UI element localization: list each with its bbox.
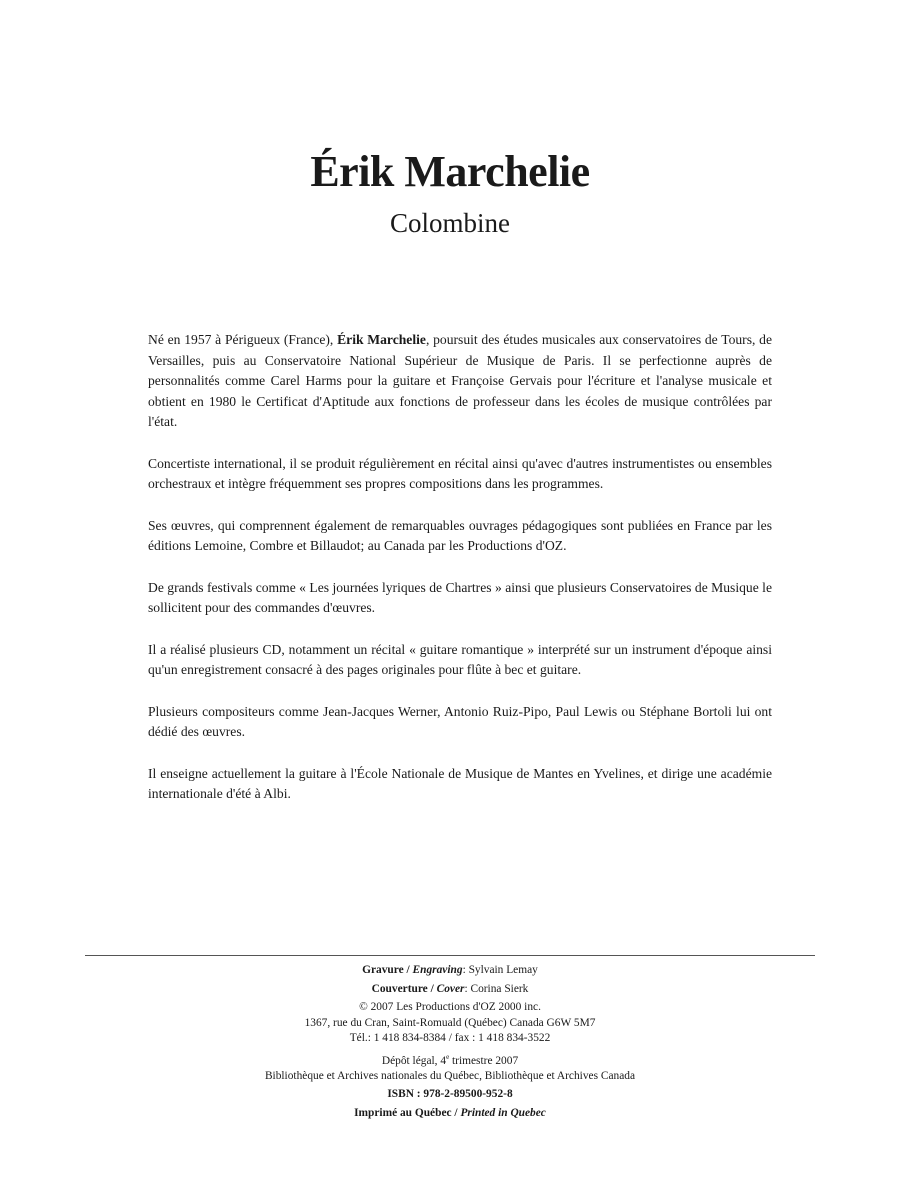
publisher-phone: Tél.: 1 418 834-8384 / fax : 1 418 834-3522 — [349, 1032, 551, 1044]
copyright: © 2007 Les Productions d'OZ 2000 inc. — [359, 1001, 541, 1013]
page-title: Érik Marchelie — [310, 147, 590, 196]
printed-in: Imprimé au Québec / Printed in Quebec — [354, 1106, 546, 1119]
isbn: ISBN : 978-2-89500-952-8 — [387, 1088, 513, 1101]
divider — [85, 955, 815, 956]
bio-paragraph-7: Il enseigne actuellement la guitare à l'École Nationale de Musique de Mantes en Yvelines, et dirige une académie internationale d'été à Albi. — [148, 765, 772, 801]
bio-intro-rest: , poursuit des études musicales aux conservatoires de Tours, de Versailles, puis au Conservatoire National Supérieur de Musique de Paris. Il se perfectionne auprès de personnalités comme Carel Harms pour la guitare et Françoise Gervais pour l'écriture et l'analyse musicale et obtient en 1980 le Certificat d'Aptitude aux fonctions de professeur dans les écoles de musique contrôlées par l'état. — [148, 332, 772, 429]
biography — [148, 330, 772, 826]
bio-paragraph-1 — [148, 330, 772, 433]
bio-paragraph-4: De grands festivals comme « Les journées lyriques de Chartres » ainsi que plusieurs Conservatoires de Musique le sollicitent pour des commandes d'œuvres. — [148, 579, 772, 615]
publisher-address: 1367, rue du Cran, Saint-Romuald (Québec) Canada G6W 5M7 — [304, 1016, 596, 1029]
libraries: Bibliothèque et Archives nationales du Québec, Bibliothèque et Archives Canada — [264, 1069, 636, 1082]
engraving-credit: Gravure / Engraving: Sylvain Lemay — [362, 964, 538, 976]
bio-paragraph-2: Concertiste international, il se produit régulièrement en récital ainsi qu'avec d'autres instrumentistes ou ensembles orchestraux et intègre fréquemment ses propres compositions dans les programmes. — [148, 455, 772, 491]
credits-block — [0, 963, 900, 1124]
publisher-info — [0, 1000, 900, 1047]
composer-name: Érik Marchelie — [337, 332, 426, 347]
bio-paragraph-5: Il a réalisé plusieurs CD, notamment un récital « guitare romantique » interprété sur un instrument d'époque ainsi qu'un enregistrement consacré à des pages originales pour flûte à bec et guitare. — [148, 641, 772, 677]
cover-credit: Couverture / Cover: Corina Sierk — [371, 982, 529, 995]
bio-paragraph-3: Ses œuvres, qui comprennent également de remarquables ouvrages pédagogiques sont publiées en France par les éditions Lemoine, Combre et Billaudot; au Canada par les Productions d'OZ. — [148, 517, 772, 553]
piece-title: Colombine — [390, 208, 510, 238]
legal-deposit: Dépôt légal, 4e trimestre 2007 Bibliothèque et Archives nationales du Québec, Bibliothèque et Archives Canada — [0, 1050, 900, 1085]
bio-intro: Né en 1957 à Périgueux (France), — [148, 332, 338, 347]
bio-paragraph-6: Plusieurs compositeurs comme Jean-Jacques Werner, Antonio Ruiz-Pipo, Paul Lewis ou Stéphane Bortoli lui ont dédié des œuvres. — [148, 703, 772, 739]
